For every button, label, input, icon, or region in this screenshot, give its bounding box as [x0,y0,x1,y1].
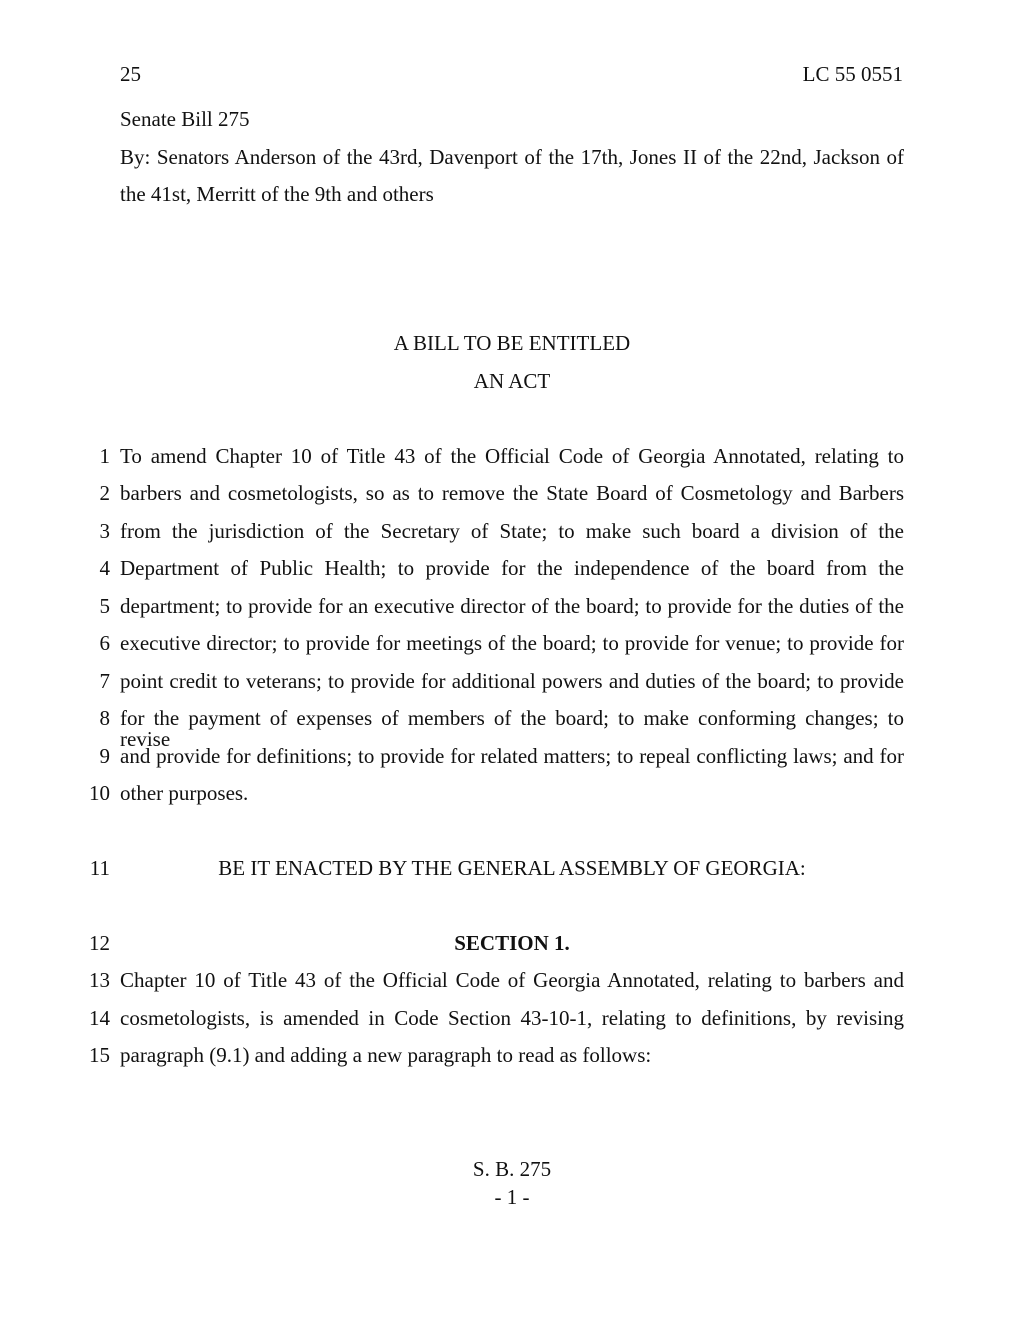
bill-title-line-1: A BILL TO BE ENTITLED [393,331,631,355]
bill-name: Senate Bill 275 [120,107,250,131]
preamble-line: Department of Public Health; to provide for the independence of the board from the [120,556,904,580]
section-line: Chapter 10 of Title 43 of the Official Code of Georgia Annotated, relating to barbers and [120,968,904,992]
sponsors-line-1: By: Senators Anderson of the 43rd, Davenport of the 17th, Jones II of the 22nd, Jackson of [120,145,904,169]
line-number: 15 [89,1043,110,1067]
enacting-clause: BE IT ENACTED BY THE GENERAL ASSEMBLY OF GEORGIA: [218,856,806,880]
line-number: 2 [99,481,110,505]
line-number: 4 [99,556,110,580]
preamble-line: point credit to veterans; to provide for additional powers and duties of the board; to provide [120,669,904,693]
line-number: 6 [99,631,110,655]
line-number: 8 [99,706,110,730]
sponsors-line-2: the 41st, Merritt of the 9th and others [120,182,434,206]
line-number: 3 [99,519,110,543]
preamble-line: executive director; to provide for meetings of the board; to provide for venue; to provide for [120,631,904,655]
preamble-line: To amend Chapter 10 of Title 43 of the Official Code of Georgia Annotated, relating to [120,444,904,468]
line-number: 11 [89,856,110,880]
line-number: 13 [89,968,110,992]
section-line: cosmetologists, is amended in Code Section 43-10-1, relating to definitions, by revising [120,1006,904,1030]
line-number: 12 [89,931,110,955]
line-number: 14 [89,1006,110,1030]
section-heading: SECTION 1. [454,931,570,955]
line-number: 1 [99,444,110,468]
line-number: 9 [99,744,110,768]
page-number: - 1 - [494,1185,530,1209]
line-number: 10 [89,781,110,805]
preamble-line: other purposes. [120,781,249,805]
preamble-line: from the jurisdiction of the Secretary of State; to make such board a division of the [120,519,904,543]
bill-title-line-2: AN ACT [473,369,551,393]
preamble-line: and provide for definitions; to provide for related matters; to repeal conflicting laws; and for [120,744,904,768]
line-number: 5 [99,594,110,618]
section-line: paragraph (9.1) and adding a new paragraph to read as follows: [120,1043,652,1067]
lc-code: LC 55 0551 [802,62,903,86]
line-number: 7 [99,669,110,693]
preamble-line: for the payment of expenses of members of the board; to make conforming changes; to revise [120,706,904,751]
preamble-line: department; to provide for an executive director of the board; to provide for the duties of the [120,594,904,618]
preamble-line: barbers and cosmetologists, so as to remove the State Board of Cosmetology and Barbers [120,481,904,505]
footer-bill-ref: S. B. 275 [472,1157,552,1181]
page-ref-number: 25 [120,62,141,86]
